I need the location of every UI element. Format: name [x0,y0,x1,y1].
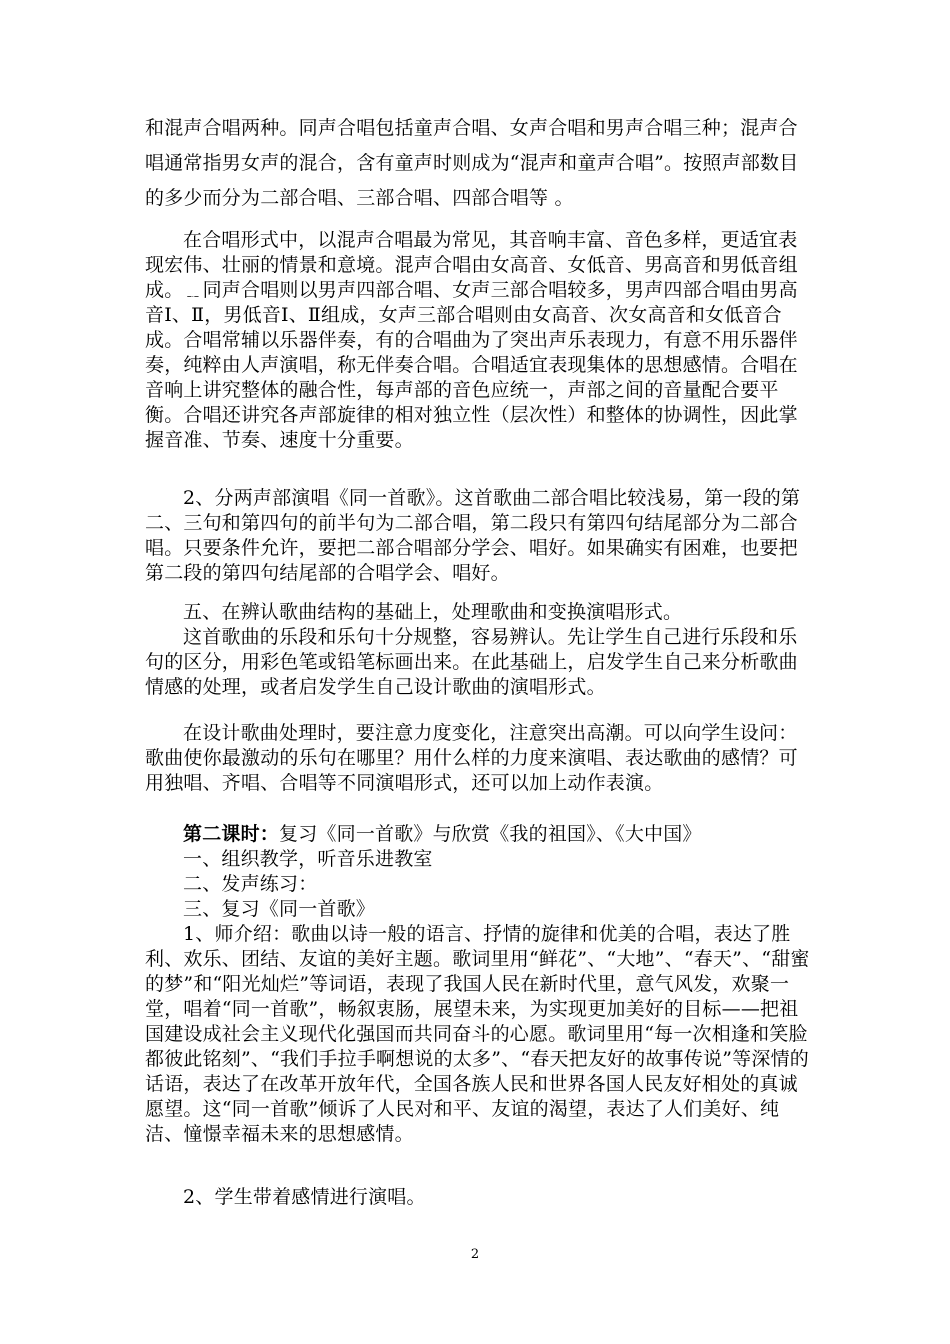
paragraph-chorus-types: 和混声合唱两种。同声合唱包括童声合唱、女声合唱和男声合唱三种；混声合唱通常指男女声的混合，含有童声时则成为“混声和童声合唱”。按照声部数目的多少而分为二部合唱、三部合唱、四部合唱等 。 [145,117,799,209]
paragraph-two-part-singing [145,486,815,586]
paragraph-song-processing: 在设计歌曲处理时，要注意力度变化，注意突出高潮。可以向学生设问：歌曲使你最激动的乐句在哪里？用什么样的力度来演唱、表达歌曲的感情？可用独唱、齐唱、合唱等不同演唱形式，还可以加上动作表演。 [145,722,798,794]
lesson-two-heading [145,822,815,847]
paragraph-song-structure: 这首歌曲的乐段和乐句十分规整，容易辨认。先让学生自己进行乐段和乐句的区分，用彩色笔或铅笔标画出来。在此基础上，启发学生自己来分析歌曲情感的处理，或者启发学生自己设计歌曲的演唱形式。 [145,626,798,698]
paragraph-mixed-chorus: 在合唱形式中，以混声合唱最为常见，其音响丰富、音色多样，更适宜表现宏伟、壮丽的情景和意境。混声合唱由女高音、女低音、男高音和男低音组成。﹎同声合唱则以男声四部合唱、女声三部合唱较多，男声四部合唱由男高音Ⅰ、Ⅱ，男低音Ⅰ、Ⅱ组成，女声三部合唱则由女高音、次女高音和女低音合成。合唱常辅以乐器伴奏，有的合唱曲为了突出声乐表现力，有意不用乐器伴奏，纯粹由人声演唱，称无伴奏合唱。合唱适宜表现集体的思想感情。合唱在音响上讲究整体的融合性，每声部的音色应统一，声部之间的音量配合要平衡。合唱还讲究各声部旋律的相对独立性（层次性）和整体的协调性，因此掌握音准、节奏、速度十分重要。 [145,229,798,451]
lesson-two-title: 复习《同一首歌》与欣赏《我的祖国》、《大中国》 [279,823,702,845]
paragraph-students-sing: 2、学生带着感情进行演唱。 [183,1186,426,1208]
page-number: 2 [470,1247,480,1262]
step-review-song: 三、复习《同一首歌》 [183,898,376,920]
step-organize-teaching: 一、组织教学，听音乐进教室 [183,848,433,870]
paragraph-section-five: 五、在辨认歌曲结构的基础上，处理歌曲和变换演唱形式。 [183,601,683,623]
lesson-two-label: 第二课时： [183,823,280,845]
paragraph-teacher-introduction: 1、师介绍：歌曲以诗一般的语言、抒情的旋律和优美的合唱，表达了胜利、欢乐、团结、友谊的美好主题。歌词里用“鲜花”、“大地”、“春天”、“甜蜜的梦”和“阳光灿烂”等词语，表现了我国人民在新时代里，意气风发，欢聚一堂，唱着“同一首歌”，畅叙衷肠，展望未来，为实现更加美好的目标——把祖国建设成社会主义现代化强国而共同奋斗的心愿。歌词里用“每一次相逢和笑脸都彼此铭刻”、“我们手拉手啊想说的太多”、“春天把友好的故事传说”等深情的话语，表达了在改革开放年代，全国各族人民和世界各国人民友好相处的真诚愿望。这“同一首歌”倾诉了人民对和平、友谊的渴望，表达了人们美好、纯洁、憧憬幸福未来的思想感情。 [145,923,810,1145]
step-vocal-practice: 二、发声练习： [183,873,318,895]
paragraph-two-part-singing-text: 2、分两声部演唱《同一首歌》。这首歌曲二部合唱比较浅易，第一段的第二、三句和第四句的前半句为二部合唱，第二段只有第四句结尾部分为二部合唱。只要条件允许，要把二部合唱部分学会、唱好。如果确实有困难，也要把第二段的第四句结尾部的合唱学会、唱好。 [145,487,801,584]
